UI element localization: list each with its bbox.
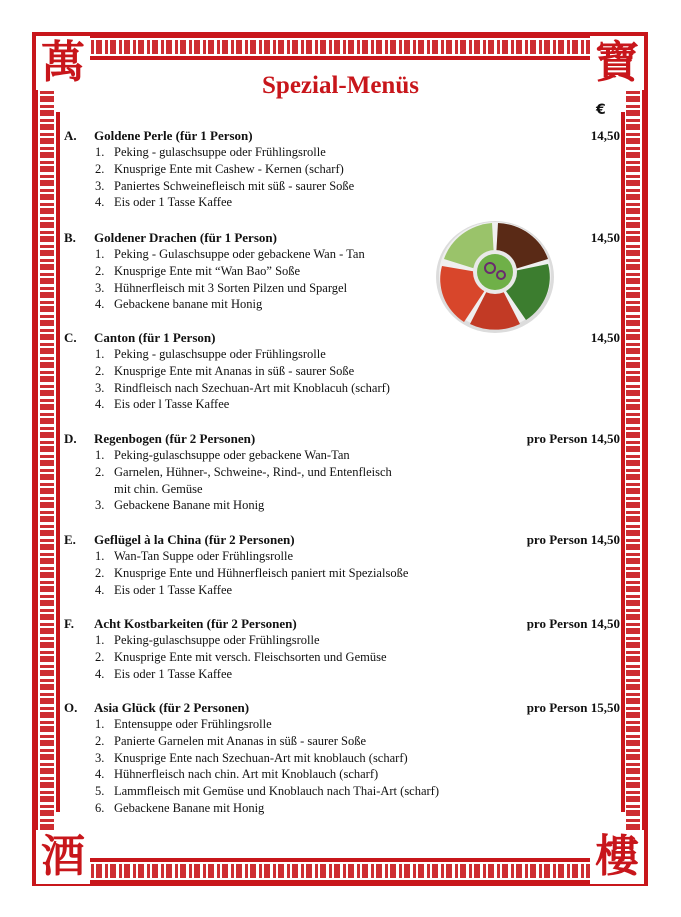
menu-item <box>64 161 620 178</box>
menu-header <box>64 615 620 632</box>
menu-item <box>64 447 620 464</box>
item-text: Eis oder 1 Tasse Kaffee <box>114 582 233 597</box>
menu-name: Goldene Perle (für 1 Person) <box>94 128 253 143</box>
menu-item <box>64 666 620 683</box>
item-text: Eis oder 1 Tasse Kaffee <box>114 195 233 210</box>
item-text: Knusprige Ente mit Cashew - Kernen (scharf) <box>114 161 344 176</box>
corner-glyph-top-left: 萬 <box>36 36 90 90</box>
menu-section <box>64 430 620 514</box>
menu-item <box>64 733 620 750</box>
item-number: 1. <box>95 247 105 261</box>
item-number: 3. <box>95 280 105 295</box>
menu-letter: B. <box>64 230 76 245</box>
menu-name: Acht Kostbarkeiten (für 2 Personen) <box>94 616 297 631</box>
item-text: Peking-gulaschsuppe oder Frühlingsrolle <box>114 633 320 647</box>
item-text: Knusprige Ente und Hühnerfleisch paniert mit Spezialsoße <box>114 565 409 580</box>
item-text: Peking - Gulaschsuppe oder gebackene Wan - Tan <box>114 247 365 261</box>
menu-letter: O. <box>64 700 78 715</box>
item-number: 6. <box>95 800 105 815</box>
menu-header <box>64 699 620 716</box>
menu-price: pro Person 14,50 <box>526 431 620 446</box>
menu-item <box>64 649 620 666</box>
item-text: Wan-Tan Suppe oder Frühlingsrolle <box>114 549 293 563</box>
menu-item <box>64 766 620 783</box>
item-text: Hühnerfleisch nach chin. Art mit Knoblauch (scharf) <box>114 767 379 782</box>
item-text: Eis oder 1 Tasse Kaffee <box>114 666 233 681</box>
currency-symbol: € <box>596 102 606 118</box>
menu-letter: A. <box>64 128 77 143</box>
menu-price: 14,50 <box>590 330 620 345</box>
menu-item <box>64 380 620 397</box>
item-number: 2. <box>95 363 105 378</box>
item-text: Peking - gulaschsuppe oder Frühlingsrolle <box>114 145 326 159</box>
menu-letter: F. <box>64 616 74 631</box>
item-number: 1. <box>95 717 105 731</box>
item-text: Garnelen, Hühner-, Schweine-, Rind-, und Entenfleisch <box>114 464 392 479</box>
menu-price: pro Person 15,50 <box>526 700 620 715</box>
menu-item <box>64 497 620 514</box>
item-number: 2. <box>95 161 105 176</box>
item-number: 3. <box>95 498 105 513</box>
menu-header <box>64 430 620 447</box>
menu-item <box>64 144 620 161</box>
item-text: Lammfleisch mit Gemüse und Knoblauch nach Thai-Art (scharf) <box>114 784 440 799</box>
menu-item <box>64 194 620 211</box>
menu-item <box>64 565 620 582</box>
item-number: 1. <box>95 347 105 361</box>
menu-section <box>64 329 620 413</box>
item-text: Peking-gulaschsuppe oder gebackene Wan-Tan <box>114 448 350 462</box>
item-number: 4. <box>95 297 105 312</box>
menu-name: Regenbogen (für 2 Personen) <box>94 431 256 446</box>
menu-price: 14,50 <box>590 230 620 245</box>
item-number: 2. <box>95 649 105 664</box>
item-text: Panierte Garnelen mit Ananas in süß - saurer Soße <box>114 733 367 748</box>
menu-section <box>64 127 620 211</box>
menu-header <box>64 329 620 346</box>
menu-item <box>64 800 620 817</box>
menu-item <box>64 246 620 263</box>
item-text: Knusprige Ente mit versch. Fleischsorten und Gemüse <box>114 649 387 664</box>
menu-header <box>64 229 620 246</box>
item-text: Gebackene banane mit Honig <box>114 297 263 312</box>
menu-section <box>64 229 620 313</box>
menu-section <box>64 699 620 817</box>
menu-item <box>64 750 620 767</box>
menu-price: pro Person 14,50 <box>526 616 620 631</box>
menu-name: Geflügel à la China (für 2 Personen) <box>94 532 295 547</box>
item-text: Peking - gulaschsuppe oder Frühlingsrolle <box>114 347 326 361</box>
item-number: 5. <box>95 784 105 799</box>
menu-item <box>64 280 620 297</box>
menu-item <box>64 263 620 280</box>
menu-letter: C. <box>64 330 77 345</box>
item-number: 3. <box>95 750 105 765</box>
item-number: 1. <box>95 549 105 563</box>
item-number: 2. <box>95 565 105 580</box>
item-number: 3. <box>95 380 105 395</box>
menu-name: Canton (für 1 Person) <box>94 330 216 345</box>
menu-item <box>64 464 620 498</box>
menu-letter: D. <box>64 431 77 446</box>
page-title: Spezial-Menüs <box>262 72 419 99</box>
item-text: Eis oder l Tasse Kaffee <box>114 397 230 412</box>
item-text: Entensuppe oder Frühlingsrolle <box>114 717 272 731</box>
item-number: 2. <box>95 733 105 748</box>
menu-item <box>64 632 620 649</box>
menu-price: 14,50 <box>590 128 620 143</box>
item-number: 2. <box>95 464 105 479</box>
menu-item <box>64 396 620 413</box>
item-number: 1. <box>95 448 105 462</box>
menu-item <box>64 582 620 599</box>
corner-glyph-bottom-left: 酒 <box>36 830 90 884</box>
item-number: 3. <box>95 178 105 193</box>
item-number: 4. <box>95 582 105 597</box>
menu-name: Asia Glück (für 2 Personen) <box>94 700 250 715</box>
item-text: Knusprige Ente mit “Wan Bao” Soße <box>114 263 301 278</box>
item-text-continued: mit chin. Gemüse <box>114 481 203 496</box>
menu-letter: E. <box>64 532 76 547</box>
menu-name: Goldener Drachen (für 1 Person) <box>94 230 277 245</box>
item-text: Gebackene Banane mit Honig <box>114 800 265 815</box>
corner-glyph-top-right: 寶 <box>590 36 644 90</box>
item-number: 1. <box>95 145 105 159</box>
item-text: Knusprige Ente mit Ananas in süß - saurer Soße <box>114 363 355 378</box>
item-number: 2. <box>95 263 105 278</box>
menu-header <box>64 127 620 144</box>
menu-item <box>64 296 620 313</box>
menu-price: pro Person 14,50 <box>526 532 620 547</box>
item-number: 1. <box>95 633 105 647</box>
item-number: 4. <box>95 767 105 782</box>
menu-section <box>64 615 620 682</box>
item-text: Knusprige Ente nach Szechuan-Art mit knoblauch (scharf) <box>114 750 408 765</box>
menu-header <box>64 531 620 548</box>
menu-item <box>64 363 620 380</box>
corner-glyph-bottom-right: 樓 <box>590 830 644 884</box>
item-text: Paniertes Schweinefleisch mit süß - saurer Soße <box>114 178 355 193</box>
menu-item <box>64 178 620 195</box>
item-number: 4. <box>95 666 105 681</box>
menu-item <box>64 783 620 800</box>
item-text: Gebackene Banane mit Honig <box>114 498 265 513</box>
item-text: Rindfleisch nach Szechuan-Art mit Knoblacuh (scharf) <box>114 380 390 395</box>
item-text: Hühnerfleisch mit 3 Sorten Pilzen und Spargel <box>114 280 348 295</box>
menu-item <box>64 346 620 363</box>
menu-item <box>64 548 620 565</box>
menu-item <box>64 716 620 733</box>
item-number: 4. <box>95 397 105 412</box>
item-number: 4. <box>95 195 105 210</box>
menu-section <box>64 531 620 598</box>
